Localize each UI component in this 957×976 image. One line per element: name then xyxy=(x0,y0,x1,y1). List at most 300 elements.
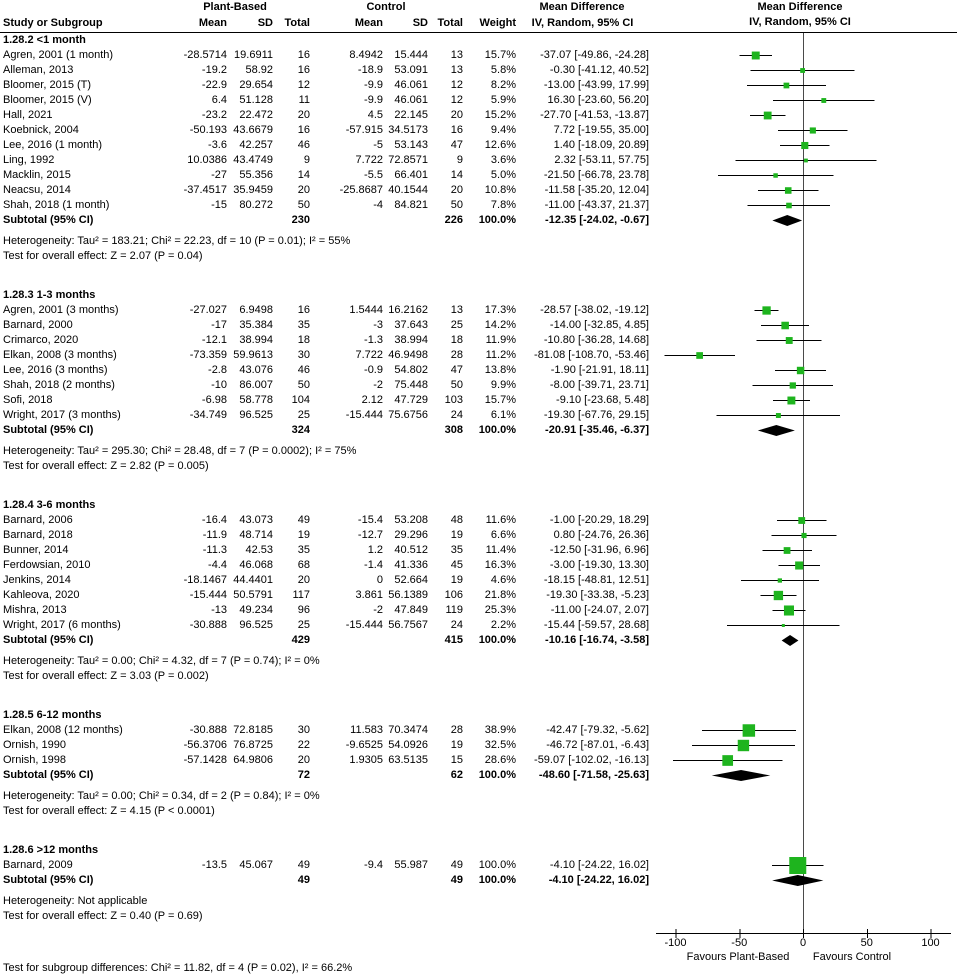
study-name: Shah, 2018 (2 months) xyxy=(3,379,115,391)
study-name: Macklin, 2015 xyxy=(3,169,71,181)
effect-marker xyxy=(797,367,804,374)
control-sd-column-header: SD xyxy=(412,17,428,29)
plant-sd: 48.714 xyxy=(239,529,273,541)
plant-mean: -34.749 xyxy=(189,409,227,421)
plant-sd: 51.128 xyxy=(239,94,273,106)
md-ci-text: -14.00 [-32.85, 4.85] xyxy=(549,319,649,331)
control-mean: -9.9 xyxy=(364,94,383,106)
plant-sd: 76.8725 xyxy=(233,739,273,751)
weight: 10.8% xyxy=(484,184,516,196)
md-ci-text: -59.07 [-102.02, -16.13] xyxy=(534,754,649,766)
control-sd: 56.7567 xyxy=(388,619,428,631)
plant-mean: -57.1428 xyxy=(183,754,227,766)
md-ci-text: -11.58 [-35.20, 12.04] xyxy=(544,184,649,196)
control-sd: 41.336 xyxy=(394,559,428,571)
control-sd: 72.8571 xyxy=(388,154,428,166)
control-total: 19 xyxy=(450,574,463,586)
md-ci-text: -37.07 [-49.86, -24.28] xyxy=(540,49,649,61)
plant-total: 117 xyxy=(292,589,310,601)
md-ci-text: -8.00 [-39.71, 23.71] xyxy=(549,379,649,391)
plant-total: 30 xyxy=(297,724,310,736)
weight: 38.9% xyxy=(484,724,516,736)
control-sd: 66.401 xyxy=(394,169,428,181)
weight: 100.0% xyxy=(478,874,516,886)
plant-sd: 86.007 xyxy=(239,379,273,391)
control-total: 19 xyxy=(450,529,463,541)
plant-total: 20 xyxy=(297,184,310,196)
effect-marker xyxy=(785,187,792,194)
overall-effect-note: Test for overall effect: Z = 2.07 (P = 0.04) xyxy=(3,250,203,262)
control-mean: 0 xyxy=(376,574,383,586)
md-ci-text: 16.30 [-23.60, 56.20] xyxy=(547,94,649,106)
md-ci-text: -13.00 [-43.99, 17.99] xyxy=(543,79,649,91)
section-header: 1.28.5 6-12 months xyxy=(3,709,102,721)
control-mean: 7.722 xyxy=(355,349,383,361)
plant-total: 68 xyxy=(297,559,310,571)
control-sd: 37.643 xyxy=(394,319,428,331)
study-name: Bloomer, 2015 (T) xyxy=(3,79,92,91)
md-ci-text: -12.50 [-31.96, 6.96] xyxy=(549,544,649,556)
control-sd: 63.5135 xyxy=(388,754,428,766)
study-name: Subtotal (95% CI) xyxy=(3,424,94,436)
effect-marker xyxy=(781,322,789,330)
plant-sd: 46.068 xyxy=(239,559,273,571)
overall-effect-note: Test for overall effect: Z = 3.03 (P = 0.002) xyxy=(3,670,209,682)
heterogeneity-note: Heterogeneity: Tau² = 0.00; Chi² = 0.34, df = 2 (P = 0.84); I² = 0% xyxy=(3,790,320,802)
plant-mean: -13 xyxy=(211,604,227,616)
weight: 11.6% xyxy=(485,514,516,526)
control-mean: -4 xyxy=(373,199,383,211)
control-sd: 16.2162 xyxy=(388,304,428,316)
md-ci-text: 7.72 [-19.55, 35.00] xyxy=(553,124,649,136)
plant-total: 20 xyxy=(297,574,310,586)
weight: 14.2% xyxy=(484,319,516,331)
plant-mean: -30.888 xyxy=(189,619,227,631)
weight: 12.6% xyxy=(484,139,516,151)
control-sd: 70.3474 xyxy=(388,724,428,736)
control-sd: 52.664 xyxy=(394,574,428,586)
effect-marker xyxy=(798,517,805,524)
study-name: Ferdowsian, 2010 xyxy=(3,559,91,571)
study-name: Koebnick, 2004 xyxy=(3,124,79,136)
study-name: Barnard, 2009 xyxy=(3,859,73,871)
plant-sd-column-header: SD xyxy=(257,17,273,29)
md-ci-text: -4.10 [-24.22, 16.02] xyxy=(549,859,649,871)
control-total: 12 xyxy=(450,79,463,91)
control-total-column-header: Total xyxy=(437,17,463,29)
plant-sd: 49.234 xyxy=(239,604,273,616)
study-name: Jenkins, 2014 xyxy=(3,574,71,586)
plant-mean: 6.4 xyxy=(211,94,227,106)
control-mean: -12.7 xyxy=(357,529,383,541)
effect-marker xyxy=(752,52,760,60)
effect-marker xyxy=(784,605,794,615)
study-name: Lee, 2016 (1 month) xyxy=(3,139,103,151)
control-total: 49 xyxy=(450,859,463,871)
control-total: 103 xyxy=(444,394,463,406)
section-header: 1.28.4 3-6 months xyxy=(3,499,96,511)
effect-marker xyxy=(776,413,781,418)
md-ci-text: -19.30 [-67.76, 29.15] xyxy=(543,409,649,421)
subgroup-difference-test: Test for subgroup differences: Chi² = 11.82, df = 4 (P = 0.02), I² = 66.2% xyxy=(3,962,353,974)
md-ci-text: -9.10 [-23.68, 5.48] xyxy=(556,394,649,406)
effect-marker xyxy=(804,159,808,163)
weight: 32.5% xyxy=(484,739,516,751)
effect-marker xyxy=(782,624,785,627)
md-ci-text: -10.80 [-36.28, 14.68] xyxy=(543,334,649,346)
effect-marker xyxy=(786,203,792,209)
heterogeneity-note: Heterogeneity: Not applicable xyxy=(3,895,148,907)
control-total: 28 xyxy=(450,724,463,736)
plant-mean: -27.027 xyxy=(189,304,227,316)
study-name: Mishra, 2013 xyxy=(3,604,67,616)
plant-sd: 22.472 xyxy=(239,109,273,121)
weight: 15.7% xyxy=(484,49,516,61)
effect-marker xyxy=(801,142,808,149)
md-ci-text: -19.30 [-33.38, -5.23] xyxy=(546,589,649,601)
control-mean: -57.915 xyxy=(345,124,383,136)
study-name: Barnard, 2000 xyxy=(3,319,73,331)
plant-mean: -13.5 xyxy=(201,859,227,871)
favours-right-label: Favours Control xyxy=(812,951,892,963)
heterogeneity-note: Heterogeneity: Tau² = 183.21; Chi² = 22.23, df = 10 (P = 0.01); I² = 55% xyxy=(3,235,351,247)
md-ci-text: -12.35 [-24.02, -0.67] xyxy=(545,214,649,226)
control-sd: 40.1544 xyxy=(388,184,428,196)
md-ci-text: -81.08 [-108.70, -53.46] xyxy=(534,349,649,361)
weight: 11.9% xyxy=(485,334,516,346)
study-name: Hall, 2021 xyxy=(3,109,53,121)
control-mean: -5 xyxy=(373,139,383,151)
effect-marker xyxy=(773,173,777,177)
plant-total: 49 xyxy=(297,874,310,886)
plant-total: 49 xyxy=(297,859,310,871)
study-name: Shah, 2018 (1 month) xyxy=(3,199,110,211)
control-total: 35 xyxy=(450,544,463,556)
control-mean: 2.12 xyxy=(361,394,383,406)
control-total: 62 xyxy=(450,769,463,781)
subtotal-diamond xyxy=(782,635,799,646)
weight: 21.8% xyxy=(484,589,516,601)
plant-mean: -15 xyxy=(211,199,227,211)
overall-effect-note: Test for overall effect: Z = 4.15 (P < 0.0001) xyxy=(3,805,215,817)
weight: 16.3% xyxy=(484,559,516,571)
study-name: Wright, 2017 (6 months) xyxy=(3,619,121,631)
weight: 25.3% xyxy=(484,604,516,616)
control-total: 20 xyxy=(450,184,463,196)
plant-sd: 96.525 xyxy=(239,409,273,421)
control-total: 19 xyxy=(450,739,463,751)
md-ci-text: -11.00 [-24.07, 2.07] xyxy=(550,604,649,616)
md-ci-text: -0.30 [-41.12, 40.52] xyxy=(549,64,649,76)
effect-marker xyxy=(821,98,826,103)
plant-sd: 43.073 xyxy=(239,514,273,526)
control-sd: 55.987 xyxy=(394,859,428,871)
md-ci-text: -3.00 [-19.30, 13.30] xyxy=(549,559,649,571)
control-mean: 4.5 xyxy=(367,109,383,121)
weight: 4.6% xyxy=(490,574,516,586)
plant-mean: -22.9 xyxy=(201,79,227,91)
control-sd: 29.296 xyxy=(394,529,428,541)
plant-mean: -6.98 xyxy=(201,394,227,406)
md-ci-text: -21.50 [-66.78, 23.78] xyxy=(543,169,649,181)
plant-sd: 35.384 xyxy=(239,319,273,331)
effect-marker xyxy=(787,397,795,405)
md-ci-text: -46.72 [-87.01, -6.43] xyxy=(546,739,649,751)
plant-mean: -15.444 xyxy=(189,589,227,601)
control-mean: 7.722 xyxy=(355,154,383,166)
plant-total: 25 xyxy=(297,409,310,421)
effect-marker xyxy=(784,547,791,554)
plant-total: 9 xyxy=(303,154,310,166)
md-ci-text: 2.32 [-53.11, 57.75] xyxy=(554,154,649,166)
plant-sd: 64.9806 xyxy=(233,754,273,766)
control-total: 308 xyxy=(444,424,463,436)
control-mean: -2 xyxy=(373,379,383,391)
control-mean: -18.9 xyxy=(357,64,383,76)
plant-sd: 50.5791 xyxy=(233,589,273,601)
control-sd: 34.5173 xyxy=(388,124,428,136)
control-mean: -2 xyxy=(373,604,383,616)
plant-total: 230 xyxy=(291,214,310,226)
plant-sd: 29.654 xyxy=(239,79,273,91)
plant-total: 72 xyxy=(297,769,310,781)
control-total: 13 xyxy=(450,304,463,316)
control-total: 45 xyxy=(450,559,463,571)
plant-sd: 44.4401 xyxy=(233,574,273,586)
plant-mean: -18.1467 xyxy=(183,574,227,586)
weight: 100.0% xyxy=(478,859,516,871)
weight: 5.0% xyxy=(490,169,516,181)
md-ci-text: -48.60 [-71.58, -25.63] xyxy=(538,769,649,781)
control-total: 50 xyxy=(450,379,463,391)
x-axis-tick-label: -50 xyxy=(731,937,748,949)
subtotal-diamond xyxy=(772,215,802,226)
control-mean: -25.8687 xyxy=(339,184,383,196)
study-column-header: Study or Subgroup xyxy=(3,17,103,29)
control-mean: -3 xyxy=(373,319,383,331)
control-total: 50 xyxy=(450,199,463,211)
plant-sd: 58.92 xyxy=(245,64,273,76)
plant-mean: -12.1 xyxy=(201,334,227,346)
plant-sd: 55.356 xyxy=(239,169,273,181)
control-sd: 38.994 xyxy=(394,334,428,346)
plant-total: 50 xyxy=(297,199,310,211)
weight: 2.2% xyxy=(490,619,516,631)
plant-sd: 72.8185 xyxy=(233,724,273,736)
plant-total: 16 xyxy=(297,49,310,61)
section-header: 1.28.6 >12 months xyxy=(3,844,99,856)
plant-mean: -50.193 xyxy=(189,124,227,136)
effect-marker xyxy=(774,591,783,600)
control-total: 18 xyxy=(450,334,463,346)
effect-marker xyxy=(762,306,770,314)
x-axis-tick-label: 50 xyxy=(860,937,873,949)
weight: 6.6% xyxy=(490,529,516,541)
control-total: 49 xyxy=(450,874,463,886)
md-ci-text: -27.70 [-41.53, -13.87] xyxy=(540,109,649,121)
control-sd: 75.6756 xyxy=(388,409,428,421)
control-sd: 46.061 xyxy=(394,79,428,91)
effect-marker xyxy=(810,127,816,133)
section-header: 1.28.2 <1 month xyxy=(3,34,86,46)
plant-mean: -3.6 xyxy=(208,139,227,151)
control-total: 24 xyxy=(450,409,463,421)
plant-mean: -28.5714 xyxy=(183,49,227,61)
plant-sd: 59.9613 xyxy=(233,349,273,361)
control-mean: -9.9 xyxy=(364,79,383,91)
effect-marker xyxy=(764,112,772,120)
control-total: 16 xyxy=(450,124,463,136)
effect-marker xyxy=(743,724,755,736)
effect-marker xyxy=(738,740,749,751)
study-name: Agren, 2001 (3 months) xyxy=(3,304,119,316)
study-name: Ornish, 1990 xyxy=(3,739,66,751)
weight: 11.2% xyxy=(485,349,516,361)
plant-total: 18 xyxy=(297,334,310,346)
plant-mean: -73.359 xyxy=(189,349,227,361)
control-mean: -1.4 xyxy=(364,559,383,571)
plant-total: 30 xyxy=(297,349,310,361)
control-total: 25 xyxy=(450,319,463,331)
control-total: 47 xyxy=(450,364,463,376)
study-name: Subtotal (95% CI) xyxy=(3,634,94,646)
weight: 13.8% xyxy=(484,364,516,376)
control-mean: 1.5444 xyxy=(349,304,383,316)
plant-total: 12 xyxy=(297,79,310,91)
control-sd: 40.512 xyxy=(394,544,428,556)
effect-marker xyxy=(801,533,806,538)
effect-marker xyxy=(778,578,782,582)
plant-sd: 42.53 xyxy=(245,544,273,556)
plant-total: 429 xyxy=(291,634,310,646)
control-mean: 1.2 xyxy=(367,544,383,556)
control-total: 48 xyxy=(450,514,463,526)
weight: 9.9% xyxy=(490,379,516,391)
weight: 5.9% xyxy=(490,94,516,106)
control-total: 226 xyxy=(444,214,463,226)
control-sd: 53.143 xyxy=(394,139,428,151)
control-total: 119 xyxy=(445,604,463,616)
control-total: 14 xyxy=(450,169,463,181)
weight: 100.0% xyxy=(478,769,516,781)
effect-marker xyxy=(786,337,793,344)
control-sd: 75.448 xyxy=(394,379,428,391)
control-total: 415 xyxy=(444,634,463,646)
study-name: Bloomer, 2015 (V) xyxy=(3,94,92,106)
plant-mean: -56.3706 xyxy=(183,739,227,751)
weight-column-header: Weight xyxy=(479,17,516,29)
ci-column-header: IV, Random, 95% CI xyxy=(531,17,634,29)
study-name: Ornish, 1998 xyxy=(3,754,66,766)
effect-marker xyxy=(722,755,733,766)
control-total: 12 xyxy=(450,94,463,106)
study-name: Crimarco, 2020 xyxy=(3,334,79,346)
control-mean: 8.4942 xyxy=(349,49,383,61)
control-mean: -5.5 xyxy=(364,169,383,181)
section-header: 1.28.3 1-3 months xyxy=(3,289,96,301)
plant-total: 16 xyxy=(297,64,310,76)
effect-marker xyxy=(784,83,790,89)
study-name: Bunner, 2014 xyxy=(3,544,69,556)
weight: 5.8% xyxy=(490,64,516,76)
plant-total: 35 xyxy=(297,544,310,556)
weight: 8.2% xyxy=(490,79,516,91)
plant-total: 20 xyxy=(297,754,310,766)
plant-mean: -11.9 xyxy=(202,529,227,541)
study-name: Neacsu, 2014 xyxy=(3,184,71,196)
plant-total: 14 xyxy=(297,169,310,181)
control-sd: 22.145 xyxy=(394,109,428,121)
md-ci-text: -10.16 [-16.74, -3.58] xyxy=(545,634,649,646)
control-mean: -9.6525 xyxy=(345,739,383,751)
overall-effect-note: Test for overall effect: Z = 2.82 (P = 0.005) xyxy=(3,460,209,472)
plant-sd: 80.272 xyxy=(239,199,273,211)
control-total: 106 xyxy=(444,589,463,601)
study-name: Alleman, 2013 xyxy=(3,64,74,76)
plant-sd: 43.6679 xyxy=(233,124,273,136)
control-mean: -0.9 xyxy=(364,364,383,376)
control-sd: 56.1389 xyxy=(388,589,428,601)
ci-plot-header: IV, Random, 95% CI xyxy=(749,16,851,28)
effect-marker xyxy=(789,857,806,874)
x-axis-tick-label: -100 xyxy=(664,937,687,949)
control-sd: 54.0926 xyxy=(388,739,428,751)
mean-difference-table-header: Mean Difference xyxy=(539,1,625,13)
plant-mean: -16.4 xyxy=(201,514,227,526)
plant-total-column-header: Total xyxy=(284,17,310,29)
study-name: Subtotal (95% CI) xyxy=(3,874,94,886)
plant-total: 46 xyxy=(297,364,310,376)
control-sd: 53.208 xyxy=(394,514,428,526)
weight: 15.2% xyxy=(484,109,516,121)
plant-total: 25 xyxy=(297,619,310,631)
md-ci-text: -1.90 [-21.91, 18.11] xyxy=(550,364,649,376)
control-sd: 53.091 xyxy=(394,64,428,76)
plant-total: 20 xyxy=(297,109,310,121)
plant-total: 22 xyxy=(297,739,310,751)
weight: 15.7% xyxy=(484,394,516,406)
heterogeneity-note: Heterogeneity: Tau² = 0.00; Chi² = 4.32, df = 7 (P = 0.74); I² = 0% xyxy=(3,655,320,667)
md-ci-text: 0.80 [-24.76, 26.36] xyxy=(553,529,649,541)
control-mean: -9.4 xyxy=(364,859,383,871)
effect-marker xyxy=(800,68,805,73)
plant-sd: 6.9498 xyxy=(239,304,273,316)
plant-mean: 10.0386 xyxy=(187,154,227,166)
plant-sd: 43.4749 xyxy=(233,154,273,166)
plant-based-group-label: Plant-Based xyxy=(203,1,267,13)
plant-sd: 45.067 xyxy=(239,859,273,871)
control-mean: 1.9305 xyxy=(349,754,383,766)
mean-difference-plot-header: Mean Difference xyxy=(757,1,843,13)
plant-mean: -11.3 xyxy=(202,544,227,556)
control-total: 13 xyxy=(450,64,463,76)
plant-total: 16 xyxy=(297,304,310,316)
control-total: 9 xyxy=(456,154,463,166)
md-ci-text: -28.57 [-38.02, -19.12] xyxy=(540,304,649,316)
control-total: 47 xyxy=(450,139,463,151)
plant-mean: -37.4517 xyxy=(183,184,227,196)
study-name: Kahleova, 2020 xyxy=(3,589,80,601)
effect-marker xyxy=(790,382,796,388)
weight: 17.3% xyxy=(484,304,516,316)
control-sd: 15.444 xyxy=(394,49,428,61)
plant-sd: 42.257 xyxy=(239,139,273,151)
study-name: Ling, 1992 xyxy=(3,154,55,166)
study-name: Lee, 2016 (3 months) xyxy=(3,364,108,376)
study-name: Subtotal (95% CI) xyxy=(3,769,94,781)
plant-total: 49 xyxy=(297,514,310,526)
control-total: 28 xyxy=(450,349,463,361)
